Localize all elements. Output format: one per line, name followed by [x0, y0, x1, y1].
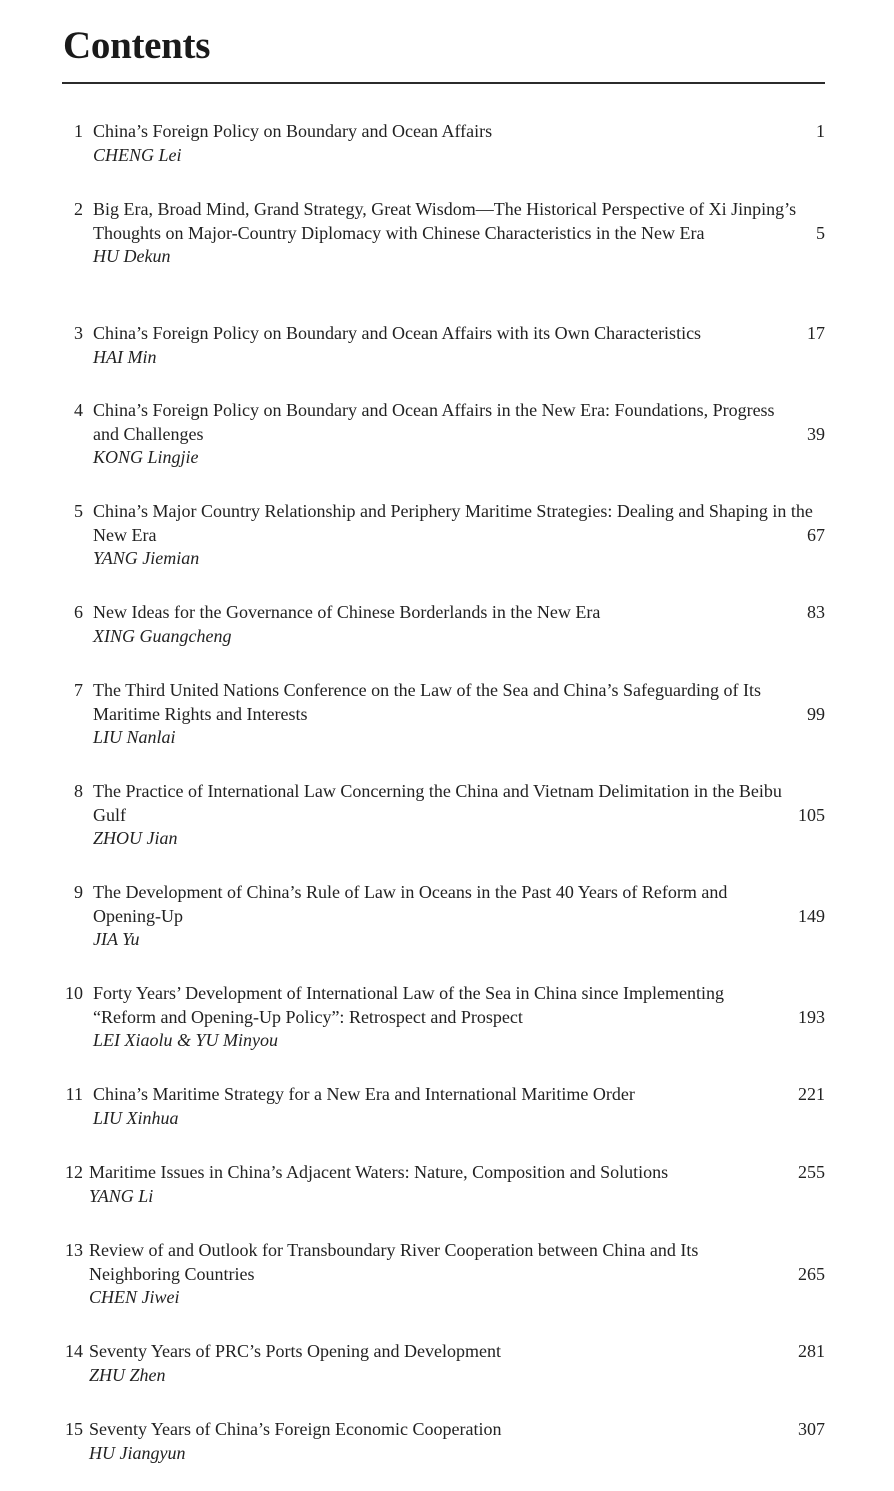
chapter-author: LEI Xiaolu & YU Minyou: [93, 1030, 278, 1050]
chapter-title: China’s Foreign Policy on Boundary and Ocean Affairs: [93, 121, 493, 141]
chapter-number: 14: [65, 1341, 83, 1361]
chapter-author: YANG Jiemian: [93, 548, 200, 568]
chapter-title: China’s Maritime Strategy for a New Era and International Maritime Order: [93, 1084, 635, 1104]
page-number: 5: [816, 222, 825, 243]
toc-entry[interactable]: [55, 500, 825, 571]
chapter-number: 11: [65, 1084, 83, 1104]
chapter-author: LIU Nanlai: [93, 727, 176, 747]
toc-entry[interactable]: [55, 679, 825, 750]
toc-entry[interactable]: [55, 1418, 825, 1465]
chapter-number: 8: [74, 781, 83, 801]
chapter-title: The Development of China’s Rule of Law in Oceans in the Past 40 Years of Reform and Opening-Up: [93, 882, 728, 926]
toc-entry[interactable]: [55, 1239, 825, 1310]
chapter-title: Seventy Years of PRC’s Ports Opening and Development: [89, 1341, 501, 1361]
chapter-number: 1: [74, 121, 83, 141]
chapter-title: Maritime Issues in China’s Adjacent Waters: Nature, Composition and Solutions: [89, 1162, 669, 1182]
chapter-author: HU Jiangyun: [89, 1442, 186, 1463]
chapter-author: CHEN Jiwei: [89, 1287, 180, 1307]
chapter-number: 4: [74, 400, 83, 420]
chapter-author: LIU Xinhua: [93, 1107, 179, 1128]
page-number: 149: [798, 905, 825, 926]
toc-entry[interactable]: [55, 399, 825, 470]
chapter-title: New Ideas for the Governance of Chinese Borderlands in the New Era: [93, 602, 601, 622]
chapter-author: ZHU Zhen: [89, 1364, 166, 1385]
toc-entry[interactable]: [55, 1083, 825, 1130]
page-number: 99: [807, 703, 825, 724]
page-title: Contents: [63, 24, 211, 67]
chapter-title: China’s Foreign Policy on Boundary and Ocean Affairs with its Own Characteristics: [93, 323, 702, 343]
chapter-title: Review of and Outlook for Transboundary River Cooperation between China and Its Neighboring Countries: [89, 1240, 699, 1284]
chapter-title: Seventy Years of China’s Foreign Economic Cooperation: [89, 1419, 502, 1439]
page-number: 281: [798, 1341, 825, 1361]
toc-entry[interactable]: [55, 1161, 825, 1208]
chapter-number: 5: [74, 501, 83, 521]
chapter-author: JIA Yu: [93, 929, 140, 949]
page-number: 193: [798, 1006, 825, 1027]
toc-entry[interactable]: [55, 982, 825, 1053]
chapter-author: YANG Li: [89, 1185, 154, 1206]
chapter-author: HU Dekun: [93, 246, 171, 266]
toc-entry[interactable]: [55, 601, 825, 648]
page-number: 39: [807, 423, 825, 444]
page-number: 105: [798, 804, 825, 825]
chapter-number: 9: [74, 882, 83, 902]
chapter-number: 6: [74, 602, 83, 622]
chapter-author: HAI Min: [93, 346, 157, 367]
chapter-title: Big Era, Broad Mind, Grand Strategy, Great Wisdom—The Historical Perspective of Xi Jinping’s Thoughts on Major-Country Diplomacy with Chinese Characteristics in the New Era: [93, 199, 797, 243]
chapter-title: China’s Major Country Relationship and Periphery Maritime Strategies: Dealing and Shaping in the New Era: [93, 501, 813, 545]
toc-entry[interactable]: [55, 881, 825, 952]
chapter-number: 15: [65, 1419, 83, 1439]
chapter-author: ZHOU Jian: [93, 828, 178, 848]
chapter-number: 2: [74, 199, 83, 219]
toc-entry[interactable]: [55, 120, 825, 167]
toc-entry[interactable]: [55, 1340, 825, 1387]
toc-entry[interactable]: [55, 780, 825, 851]
chapter-number: 12: [65, 1162, 83, 1182]
page-number: 1: [816, 121, 825, 141]
chapter-title: The Practice of International Law Concerning the China and Vietnam Delimitation in the Beibu Gulf: [93, 781, 782, 825]
chapter-title: The Third United Nations Conference on the Law of the Sea and China’s Safeguarding of Its Maritime Rights and Interests: [93, 680, 761, 724]
page-number: 221: [798, 1084, 825, 1104]
chapter-title: Forty Years’ Development of International Law of the Sea in China since Implementing “Reform and Opening-Up Policy”: Retrospect and Prospect: [93, 983, 725, 1027]
toc-entry[interactable]: [55, 198, 825, 269]
page-number: 255: [798, 1162, 825, 1182]
page-number: 307: [798, 1419, 825, 1439]
page-number: 67: [807, 524, 825, 545]
page-number: 17: [807, 323, 825, 343]
chapter-author: XING Guangcheng: [93, 625, 232, 646]
chapter-number: 7: [74, 680, 83, 700]
chapter-title: China’s Foreign Policy on Boundary and Ocean Affairs in the New Era: Foundations, Progress and Challenges: [93, 400, 775, 444]
chapter-number: 3: [74, 323, 83, 343]
page-number: 265: [798, 1263, 825, 1284]
toc-entry[interactable]: [55, 322, 825, 369]
chapter-author: KONG Lingjie: [93, 447, 199, 467]
chapter-number: 13: [65, 1240, 83, 1260]
page-number: 83: [807, 602, 825, 622]
chapter-number: 10: [65, 983, 83, 1003]
heading-rule: [62, 82, 825, 84]
chapter-author: CHENG Lei: [93, 144, 182, 165]
